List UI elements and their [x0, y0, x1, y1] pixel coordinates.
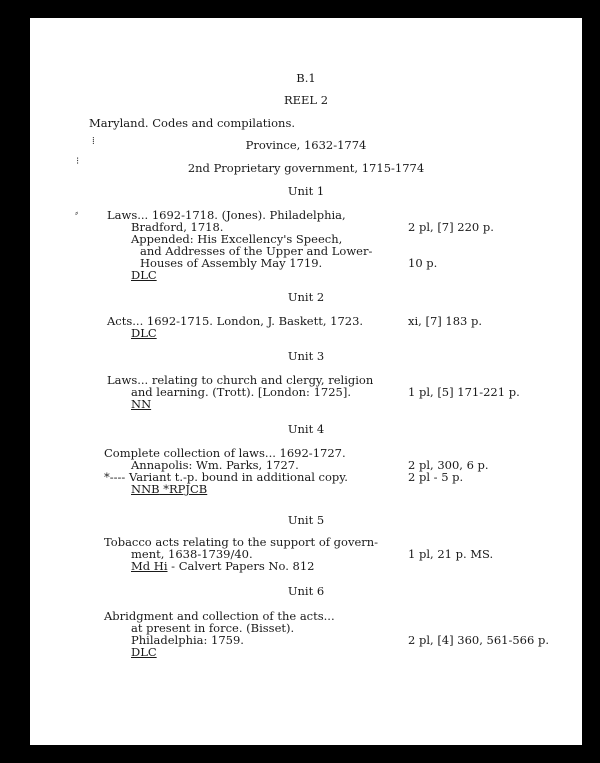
location-code: NNB: [131, 482, 160, 496]
location-line: [131, 483, 207, 495]
page-id: B.1: [296, 71, 316, 85]
collation: xi, [7] 183 p.: [408, 314, 483, 328]
entry-line: Annapolis: Wm. Parks, 1727.: [131, 458, 299, 472]
entry-line: Acts... 1692-1715. London, J. Baskett, 1723.: [107, 314, 364, 328]
location-code: NN: [131, 397, 152, 411]
location-extra: - Calvert Papers No. 812: [167, 559, 315, 573]
entry-line: Abridgment and collection of the acts...: [104, 609, 335, 623]
subject-heading: Maryland. Codes and compilations.: [89, 116, 295, 130]
collation: 2 pl, 300, 6 p.: [408, 458, 489, 472]
unit-heading: Unit 3: [287, 349, 325, 363]
scan-mark: ⁞: [92, 136, 95, 147]
unit-heading: Unit 1: [287, 184, 325, 198]
unit-heading: Unit 5: [287, 513, 325, 527]
location-code: DLC: [131, 326, 157, 340]
entry-line: Appended: His Excellency's Speech,: [131, 232, 343, 246]
location-code: DLC: [131, 645, 157, 659]
location-code: Md Hi: [131, 559, 168, 573]
entry-line: Bradford, 1718.: [131, 220, 224, 234]
reel-label: REEL 2: [283, 93, 329, 107]
location-code: DLC: [131, 268, 157, 282]
entry-line: Philadelphia: 1759.: [131, 633, 244, 647]
entry-line: and learning. (Trott). [London: 1725].: [131, 385, 351, 399]
scan-mark: ⸗: [75, 208, 79, 219]
collation: 1 pl, 21 p. MS.: [408, 547, 494, 561]
location-line: [131, 560, 314, 572]
unit-heading: Unit 4: [287, 422, 325, 436]
collation: 2 pl, [7] 220 p.: [408, 220, 494, 234]
collation: 1 pl, [5] 171-221 p.: [408, 385, 520, 399]
collation: 2 pl, [4] 360, 561-566 p.: [408, 633, 549, 647]
government-heading: 2nd Proprietary government, 1715-1774: [187, 161, 425, 175]
entry-line: Laws... relating to church and clergy, religion: [107, 373, 374, 387]
province-heading: Province, 1632-1774: [245, 138, 367, 152]
entry-line: Laws... 1692-1718. (Jones). Philadelphia,: [107, 208, 346, 222]
entry-line: at present in force. (Bisset).: [131, 621, 295, 635]
location-extra: *RPJCB: [159, 482, 208, 496]
unit-heading: Unit 2: [287, 290, 325, 304]
entry-line: ment, 1638-1739/40.: [131, 547, 253, 561]
collation: 2 pl - 5 p.: [408, 470, 464, 484]
scan-mark: ⁝: [76, 156, 80, 167]
entry-line: Houses of Assembly May 1719.: [140, 256, 323, 270]
document-page: [30, 18, 582, 745]
entry-line: Tobacco acts relating to the support of govern-: [104, 535, 379, 549]
entry-line: and Addresses of the Upper and Lower-: [140, 244, 373, 258]
unit-heading: Unit 6: [287, 584, 325, 598]
collation: 10 p.: [408, 256, 438, 270]
entry-line: *---- Variant t.-p. bound in additional copy.: [104, 470, 348, 484]
entry-line: Complete collection of laws... 1692-1727.: [104, 446, 346, 460]
